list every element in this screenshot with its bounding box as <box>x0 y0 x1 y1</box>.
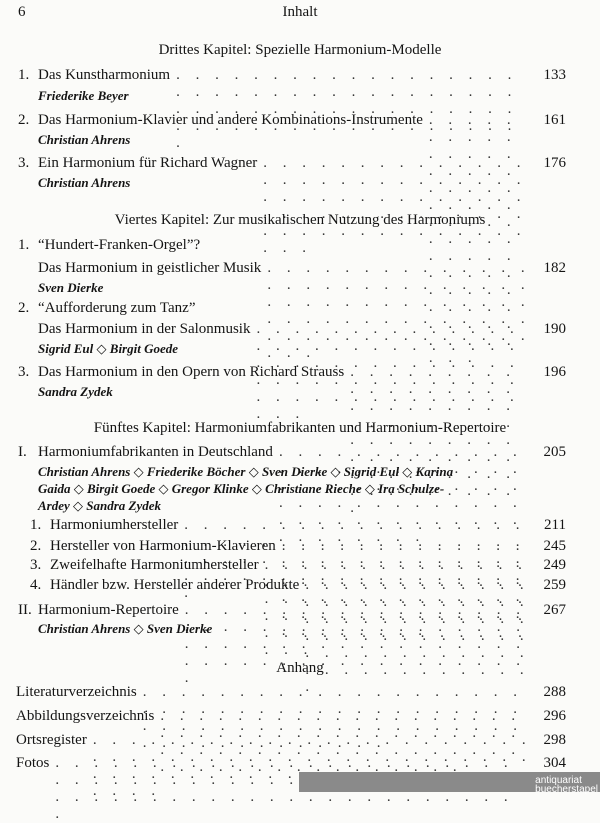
subentry-number: 2. <box>30 538 42 554</box>
entry-number: 1. <box>18 237 30 253</box>
entry-page: 176 <box>543 155 566 171</box>
subentry-page: 211 <box>544 517 566 533</box>
entry-title: Das Kunstharmonium <box>38 67 171 83</box>
subentry-title: Händler bzw. Hersteller anderer Produkte <box>50 577 300 593</box>
toc-entry <box>18 300 566 320</box>
entry-page: 182 <box>543 260 566 276</box>
entry-number: 3. <box>18 364 30 380</box>
watermark-line2: buecherstapel <box>535 784 598 795</box>
appendix-entry <box>16 684 566 704</box>
toc-entry <box>18 237 566 257</box>
entry-author-line2: Gaida ◇ Birgit Goede ◇ Gregor Klinke ◇ Christiane Rieche ◇ Ira Schulze- <box>38 481 445 496</box>
entry-page: 205 <box>543 444 566 460</box>
entry-author: Christian Ahrens <box>38 175 131 190</box>
toc-entry <box>18 364 566 384</box>
entry-author: Friederike Beyer <box>38 88 129 103</box>
entry-author: Sven Dierke <box>38 280 104 295</box>
entry-title: Das Harmonium-Klavier und andere Kombinations-Instrumente <box>38 112 423 128</box>
subentry-title: Hersteller von Harmonium-Klavieren <box>50 538 276 554</box>
toc-entry-line <box>38 321 566 341</box>
appendix-entry <box>16 732 566 752</box>
subentry-page: 259 <box>543 577 566 593</box>
watermark-logo <box>535 776 598 794</box>
appendix-page: 304 <box>543 755 566 771</box>
entry-number: 2. <box>18 112 30 128</box>
entry-title-line1: “Aufforderung zum Tanz” <box>38 300 196 316</box>
entry-page: 133 <box>543 67 566 83</box>
entry-number: 2. <box>18 300 30 316</box>
subentry-number: 4. <box>30 577 42 593</box>
subentry-title: Zweifelhafte Harmoniumhersteller <box>50 557 259 573</box>
entry-page: 161 <box>543 112 566 128</box>
toc-subentry <box>30 557 566 577</box>
toc-entry <box>18 67 566 87</box>
appendix-title: Literaturverzeichnis <box>16 684 137 700</box>
page-title: Inhalt <box>282 4 318 20</box>
entry-author: Sigrid Eul ◇ Birgit Goede <box>38 341 179 356</box>
anhang-title: Anhang <box>276 660 324 676</box>
entry-author: Sandra Zydek <box>38 384 113 399</box>
toc-entry <box>18 112 566 132</box>
appendix-title: Ortsregister <box>16 732 87 748</box>
subentry-page: 249 <box>543 557 566 573</box>
entry-number: 1. <box>18 67 30 83</box>
subentry-number: 3. <box>30 557 42 573</box>
entry-title: Harmonium-Repertoire <box>38 602 179 618</box>
watermark-line1: antiquariat <box>535 775 582 786</box>
entry-author-line1: Christian Ahrens ◇ Friederike Böcher ◇ Sven Dierke ◇ Sigrid Eul ◇ Karina <box>38 464 454 479</box>
appendix-page: 288 <box>543 684 566 700</box>
appendix-page: 296 <box>543 708 566 724</box>
entry-title-line2: Das Harmonium in geistlicher Musik <box>38 260 262 276</box>
toc-entry-line <box>38 260 566 280</box>
entry-title-line2: Das Harmonium in der Salonmusik <box>38 321 251 337</box>
subentry-page: 245 <box>543 538 566 554</box>
subentry-title: Harmoniumhersteller <box>50 517 179 533</box>
entry-author: Christian Ahrens ◇ Sven Dierke <box>38 621 213 636</box>
entry-author: Christian Ahrens <box>38 132 131 147</box>
toc-subentry <box>30 517 566 537</box>
appendix-page: 298 <box>543 732 566 748</box>
entry-page: 190 <box>543 321 566 337</box>
toc-entry <box>18 602 566 622</box>
subentry-number: 1. <box>30 517 42 533</box>
toc-entry <box>18 444 566 464</box>
toc-subentry <box>30 538 566 558</box>
entry-number: 3. <box>18 155 30 171</box>
chapter-3-title: Drittes Kapitel: Spezielle Harmonium-Modelle <box>158 42 442 58</box>
page-number: 6 <box>18 4 26 20</box>
entry-page: 267 <box>543 602 566 618</box>
toc-entry <box>18 155 566 175</box>
appendix-entry <box>16 708 566 728</box>
entry-author-line3: Ardey ◇ Sandra Zydek <box>38 498 162 513</box>
entry-title: Harmoniumfabrikanten in Deutschland <box>38 444 273 460</box>
toc-subentry <box>30 577 566 597</box>
entry-page: 196 <box>543 364 566 380</box>
appendix-title: Fotos <box>16 755 50 771</box>
chapter-5-title: Fünftes Kapitel: Harmoniumfabrikanten und Harmonium-Repertoire <box>93 420 507 436</box>
appendix-title: Abbildungsverzeichnis <box>16 708 155 724</box>
entry-number: II. <box>18 602 32 618</box>
chapter-4-title: Viertes Kapitel: Zur musikalischen Nutzung des Harmoniums <box>114 212 486 228</box>
entry-title-line1: “Hundert-Franken-Orgel”? <box>38 237 201 253</box>
entry-title: Das Harmonium in den Opern von Richard Strauss <box>38 364 345 380</box>
entry-title: Ein Harmonium für Richard Wagner <box>38 155 258 171</box>
entry-number: I. <box>18 444 27 460</box>
